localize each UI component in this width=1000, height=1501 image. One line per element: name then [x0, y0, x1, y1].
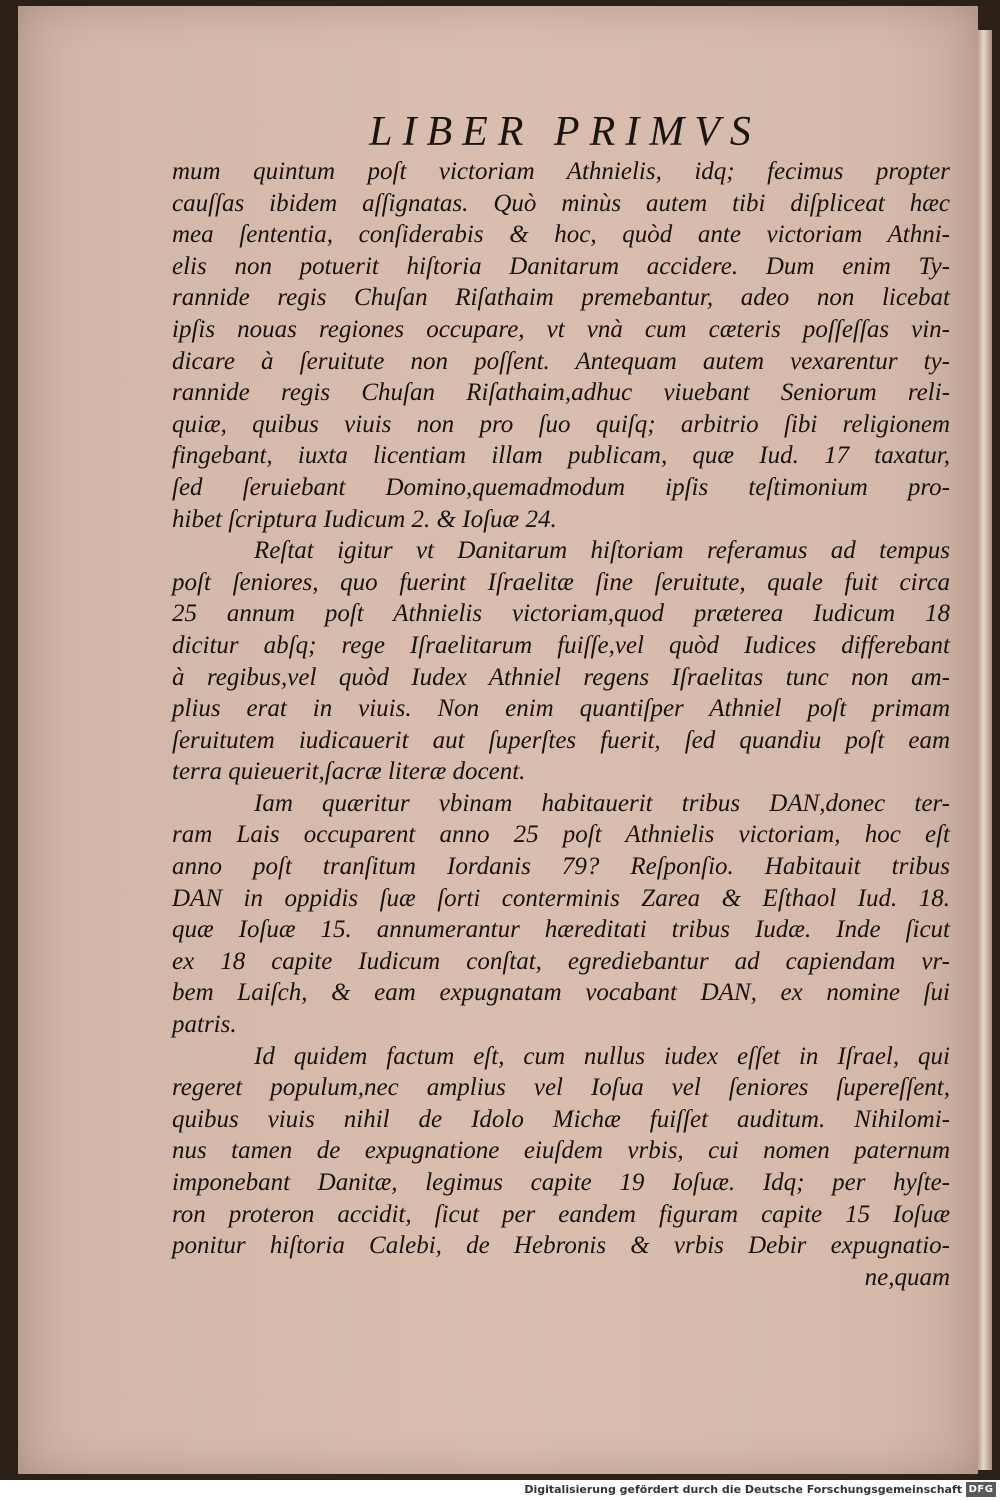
catchword: ne,quam — [864, 1263, 950, 1291]
text-line: quæ Ioſuæ 15. annumerantur hæreditati tribus Iudæ. Inde ſicut — [172, 916, 950, 944]
text-line: quibus viuis nihil de Idolo Michæ fuiſſet auditum. Nihilomi- — [172, 1105, 950, 1133]
text-line: ipſis nouas regiones occupare, vt vnà cum cæteris poſſeſſas vin- — [172, 315, 950, 343]
funding-credit: Digitalisierung gefördert durch die Deutsche Forschungsgemeinschaft — [524, 1483, 962, 1496]
text-line: elis non potuerit hiſtoria Danitarum accidere. Dum enim Ty- — [172, 252, 950, 280]
text-line: à regibus,vel quòd Iudex Athniel regens Iſraelitas tunc non am- — [172, 663, 950, 691]
text-line: ram Lais occuparent anno 25 poſt Athnielis victoriam, hoc eſt — [172, 821, 950, 849]
text-line: 25 annum poſt Athnielis victoriam,quod præterea Iudicum 18 — [172, 600, 950, 628]
text-line: rannide regis Chuſan Riſathaim,adhuc viuebant Seniorum reli- — [172, 379, 950, 407]
text-line: fingebant, iuxta licentiam illam publicam, quæ Iud. 17 taxatur, — [172, 442, 950, 470]
text-line: Id quidem factum eſt, cum nullus iudex eſſet in Iſrael, qui — [254, 1042, 950, 1070]
text-line: mea ſententia, conſiderabis & hoc, quòd ante victoriam Athni- — [172, 221, 950, 249]
text-line: cauſſas ibidem aſſignatas. Quò minùs autem tibi diſpliceat hæc — [172, 189, 950, 217]
text-line: plius erat in viuis. Non enim quantiſper Athniel poſt primam — [172, 695, 950, 723]
text-line: hibet ſcriptura Iudicum 2. & Ioſuæ 24. — [172, 505, 557, 533]
body-text — [172, 156, 950, 1293]
text-line: dicare à ſeruitute non poſſent. Antequam autem vexarentur ty- — [172, 347, 950, 375]
text-line: ſeruitutem iudicauerit aut ſuperſtes fuerit, ſed quandiu poſt eam — [172, 726, 950, 754]
text-line: DAN in oppidis ſuæ ſorti conterminis Zarea & Eſthaol Iud. 18. — [172, 884, 950, 912]
text-line: Reſtat igitur vt Danitarum hiſtoriam referamus ad tempus — [254, 537, 950, 565]
text-line: bem Laiſch, & eam expugnatam vocabant DAN, ex nomine ſui — [172, 979, 950, 1007]
text-line: poſt ſeniores, quo fuerint Iſraelitæ ſine ſeruitute, quale fuit circa — [172, 568, 950, 596]
dfg-logo: DFG — [966, 1482, 996, 1497]
text-line: regeret populum,nec amplius vel Ioſua vel ſeniores ſupereſſent, — [172, 1074, 950, 1102]
text-line: Iam quæritur vbinam habitauerit tribus DAN,donec ter- — [254, 789, 950, 817]
page-edge — [978, 30, 992, 1470]
running-head: LIBER PRIMVS — [369, 109, 761, 155]
text-line: patris. — [172, 1011, 237, 1039]
text-line: ſed ſeruiebant Domino,quemadmodum ipſis teſtimonium pro- — [172, 473, 950, 501]
text-line: ron proteron accidit, ſicut per eandem figuram capite 15 Ioſuæ — [172, 1200, 950, 1228]
footer-bar — [0, 1480, 1000, 1501]
text-line: terra quieuerit,ſacræ literæ docent. — [172, 758, 526, 786]
text-line: anno poſt tranſitum Iordanis 79? Reſponſio. Habitauit tribus — [172, 853, 950, 881]
text-line: rannide regis Chuſan Riſathaim premebantur, adeo non licebat — [172, 284, 950, 312]
text-line: nus tamen de expugnatione eiuſdem vrbis, cui nomen paternum — [172, 1137, 950, 1165]
text-line: dicitur abſq; rege Iſraelitarum fuiſſe,vel quòd Iudices differebant — [172, 631, 950, 659]
text-line: ex 18 capite Iudicum conſtat, egrediebantur ad capiendam vr- — [172, 947, 950, 975]
text-line: mum quintum poſt victoriam Athnielis, idq; fecimus propter — [172, 158, 950, 185]
text-line: ponitur hiſtoria Calebi, de Hebronis & vrbis Debir expugnatio- — [172, 1232, 950, 1260]
text-line: imponebant Danitæ, legimus capite 19 Ioſuæ. Idq; per hyſte- — [172, 1169, 950, 1196]
text-line: quiæ, quibus viuis non pro ſuo quiſq; arbitrio ſibi religionem — [172, 410, 950, 438]
